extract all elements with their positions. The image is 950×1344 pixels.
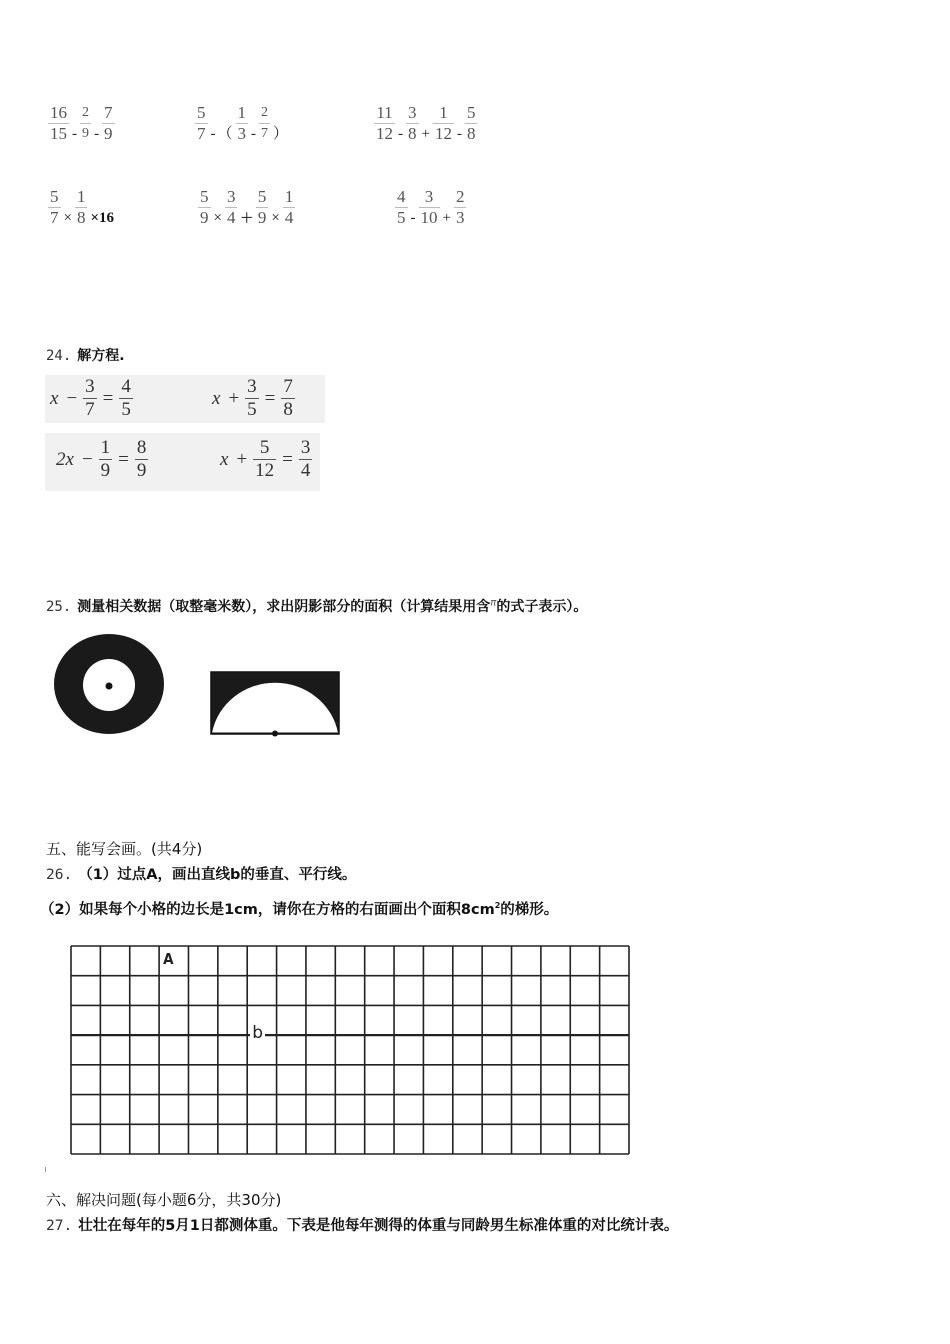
superscript-2: 2 xyxy=(494,901,501,911)
denominator: 12 xyxy=(376,124,393,143)
numerator: 2 xyxy=(261,105,269,120)
denominator: 8 xyxy=(283,399,293,420)
fraction xyxy=(83,376,97,421)
fraction xyxy=(225,187,238,228)
numerator: 1 xyxy=(439,103,448,122)
rectangle-semicircle-figure xyxy=(208,670,342,738)
operator: （ xyxy=(217,126,233,142)
grid-lines xyxy=(69,944,631,1156)
denominator: 10 xyxy=(420,208,438,227)
denominator: 8 xyxy=(466,124,476,143)
equals-sign: = xyxy=(102,387,114,409)
fraction xyxy=(102,103,115,144)
fraction xyxy=(299,437,313,482)
q25-text xyxy=(46,596,587,616)
q26-part1-text: （1）过点A，画出直线b的垂直、平行线。 xyxy=(78,867,357,883)
numerator: 5 xyxy=(466,103,476,122)
denominator: 8 xyxy=(76,208,86,227)
numerator: 5 xyxy=(259,437,270,458)
q25-number: 25. xyxy=(46,599,72,615)
fraction xyxy=(75,187,88,228)
denominator: 7 xyxy=(50,208,59,227)
numerator: 3 xyxy=(247,376,257,397)
numerator: 7 xyxy=(283,376,293,397)
numerator: 1 xyxy=(76,187,86,206)
variable: x xyxy=(50,387,59,409)
q24-number: 24. xyxy=(46,348,72,364)
equation-2 xyxy=(212,376,297,421)
denominator: 4 xyxy=(284,208,294,227)
denominator: 12 xyxy=(255,460,275,481)
numerator: 4 xyxy=(397,187,406,206)
numerator: 3 xyxy=(300,437,311,458)
pi-symbol: π xyxy=(490,597,497,609)
denominator: 8 xyxy=(408,124,417,143)
equation-1 xyxy=(50,376,135,421)
variable: x xyxy=(220,448,229,470)
numerator: 1 xyxy=(237,103,247,122)
operator: + xyxy=(228,387,240,409)
fraction xyxy=(119,376,133,421)
fraction xyxy=(281,376,295,421)
fraction xyxy=(374,103,395,144)
operator: × xyxy=(271,210,280,226)
operator: × xyxy=(213,210,222,226)
q26-number: 26. xyxy=(46,867,73,883)
scan-mark xyxy=(45,1167,46,1172)
q26-part1 xyxy=(46,863,356,884)
section6-heading: 六、解决问题(每小题6分，共30分) xyxy=(46,1191,282,1209)
variable: x xyxy=(212,387,221,409)
q26-part2 xyxy=(40,898,558,919)
fraction xyxy=(245,376,259,421)
denominator: 5 xyxy=(121,399,131,420)
denominator: 4 xyxy=(300,460,311,481)
operator: - xyxy=(251,126,257,142)
denominator: 7 xyxy=(259,123,270,144)
numerator: 7 xyxy=(104,103,113,122)
equation-4 xyxy=(220,437,314,482)
equals-sign: = xyxy=(264,387,276,409)
fraction xyxy=(80,103,91,144)
calc-expression-6 xyxy=(393,187,468,228)
operator: + xyxy=(442,210,451,226)
operator: - xyxy=(410,210,416,226)
denominator: 9 xyxy=(100,460,111,481)
line-b-label: b xyxy=(252,1023,263,1044)
fraction xyxy=(48,187,61,228)
q27-text-main: 壮壮在每年的5月1日都测体重。下表是他每年测得的体重与同龄男生标准体重的对比统计表。 xyxy=(78,1218,679,1234)
fraction xyxy=(259,103,270,144)
fraction xyxy=(406,103,419,144)
numerator: 11 xyxy=(376,103,393,122)
calc-expression-3 xyxy=(372,103,479,144)
fraction xyxy=(433,103,454,144)
equals-sign: = xyxy=(282,448,293,470)
numerator: 5 xyxy=(50,187,59,206)
q26-part2-text: （2）如果每个小格的边长是1cm，请你在方格的右面画出个面积8cm xyxy=(40,902,495,918)
q24-title xyxy=(46,345,125,365)
operator: − xyxy=(81,448,93,470)
fraction xyxy=(195,103,208,144)
calc-expression-2 xyxy=(193,103,289,144)
numerator: 4 xyxy=(121,376,131,397)
numerator: 3 xyxy=(408,103,417,122)
operator: + xyxy=(236,448,248,470)
calc-expression-4 xyxy=(46,187,115,228)
operator: - xyxy=(210,126,216,142)
operator: − xyxy=(66,387,78,409)
fraction xyxy=(283,187,296,228)
fraction xyxy=(395,187,408,228)
numerator: 2 xyxy=(455,187,465,206)
calc-expression-1 xyxy=(46,103,117,144)
fraction xyxy=(465,103,478,144)
q27-number: 27. xyxy=(46,1218,73,1234)
operator: - xyxy=(94,126,99,142)
denominator: 7 xyxy=(197,124,206,143)
fraction xyxy=(99,437,113,482)
q25-text-after: 的式子表示）。 xyxy=(496,599,588,615)
fraction xyxy=(256,187,269,228)
operator: ×16 xyxy=(90,210,115,226)
drawing-grid[interactable] xyxy=(69,944,631,1160)
operator: - xyxy=(456,126,462,142)
q27-text xyxy=(46,1214,678,1235)
operator: + xyxy=(421,126,430,142)
section5-heading: 五、能写会画。(共4分) xyxy=(46,840,203,858)
denominator: 3 xyxy=(237,124,247,143)
denominator: 4 xyxy=(226,208,236,227)
operator: - xyxy=(72,126,77,142)
denominator: 9 xyxy=(200,208,209,227)
denominator: 9 xyxy=(80,123,91,144)
numerator: 5 xyxy=(197,103,206,122)
operator: × xyxy=(63,210,72,226)
numerator: 5 xyxy=(200,187,209,206)
denominator: 9 xyxy=(136,460,147,481)
numerator: 16 xyxy=(50,103,67,122)
numerator: 1 xyxy=(284,187,294,206)
point-a-label: A xyxy=(163,950,174,968)
numerator: 3 xyxy=(226,187,236,206)
denominator: 5 xyxy=(247,399,257,420)
numerator: 1 xyxy=(100,437,111,458)
q26-part2-text-after: 的梯形。 xyxy=(500,902,559,918)
numerator: 5 xyxy=(257,187,267,206)
numerator: 2 xyxy=(82,105,89,120)
numerator: 8 xyxy=(136,437,147,458)
fraction xyxy=(419,187,440,228)
fraction xyxy=(198,187,211,228)
denominator: 9 xyxy=(257,208,267,227)
equals-sign: = xyxy=(118,448,129,470)
numerator: 3 xyxy=(85,376,95,397)
denominator: 15 xyxy=(50,124,67,143)
ring-figure xyxy=(52,634,168,734)
variable: 2x xyxy=(56,448,74,470)
denominator: 7 xyxy=(85,399,95,420)
q24-title-text: 解方程. xyxy=(77,348,125,364)
fraction xyxy=(454,187,467,228)
fraction xyxy=(236,103,249,144)
operator: + xyxy=(240,205,253,230)
q25-text-main: 测量相关数据（取整毫米数），求出阴影部分的面积（计算结果用含 xyxy=(77,599,491,615)
numerator: 3 xyxy=(424,187,434,206)
fraction xyxy=(48,103,69,144)
calc-expression-5 xyxy=(196,187,297,228)
denominator: 5 xyxy=(397,208,406,227)
equation-3 xyxy=(56,437,150,482)
denominator: 12 xyxy=(434,124,452,143)
fraction xyxy=(253,437,276,482)
operator: - xyxy=(398,126,403,142)
operator: ） xyxy=(273,126,289,142)
denominator: 3 xyxy=(455,208,465,227)
fraction xyxy=(135,437,149,482)
denominator: 9 xyxy=(104,124,113,143)
